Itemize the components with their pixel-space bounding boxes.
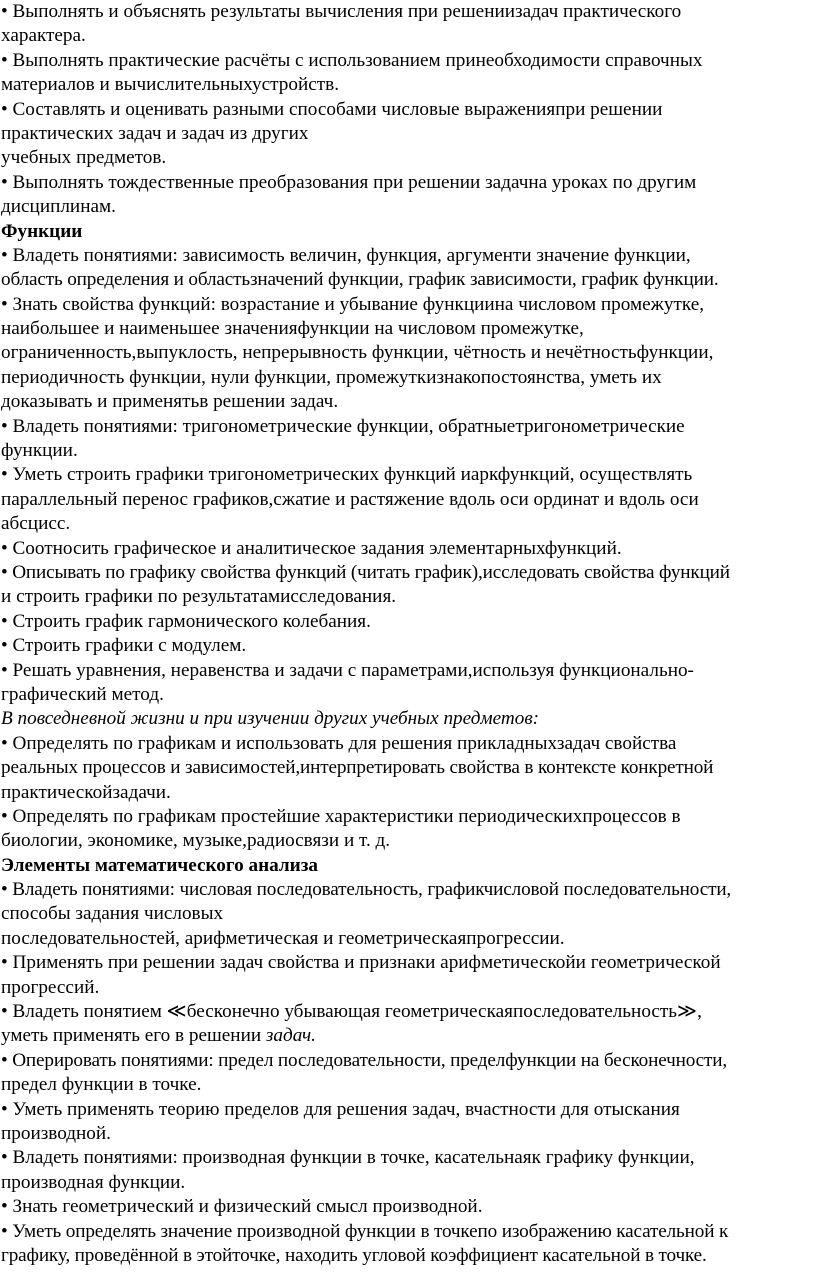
text-line: область определения и областьзначений функции, график зависимости, график функции.	[1, 269, 719, 291]
text-line: доказывать и применятьв решении задач.	[1, 391, 339, 413]
text-line: периодичность функции, нули функции, промежуткизнакопостоянства, уметь их	[1, 366, 662, 388]
text-line: наибольшее и наименьшее значенияфункции на числовом промежутке,	[1, 318, 584, 340]
text-run: уметь применять его в решении	[1, 1025, 266, 1047]
text-line: • Уметь применять теорию пределов для решения задач, вчастности для отыскания	[1, 1098, 680, 1120]
italic-subheading: В повседневной жизни и при изучении других учебных предметов:	[1, 708, 540, 730]
text-line: дисциплинам.	[1, 196, 116, 218]
text-line: биологии, экономике, музыке,радиосвязи и т. д.	[1, 830, 391, 852]
text-line: параллельный перенос графиков,сжатие и растяжение вдоль оси ординат и вдоль оси	[1, 488, 699, 510]
text-line: • Выполнять практические расчёты с использованием принеобходимости справочных	[1, 49, 703, 71]
text-line: • Строить графики с модулем.	[1, 635, 247, 657]
text-line: абсцисс.	[1, 513, 71, 535]
section-heading-functions: Функции	[1, 220, 83, 242]
text-line: графический метод.	[1, 683, 164, 705]
text-line: • Выполнять и объяснять результаты вычисления при решениизадач практического	[1, 1, 682, 22]
text-line: производной.	[1, 1122, 111, 1144]
text-line: реальных процессов и зависимостей,интерпретировать свойства в контексте конкретной	[1, 757, 714, 779]
text-line: характера.	[1, 25, 86, 47]
text-line: практическойзадачи.	[1, 781, 171, 803]
text-line: способы задания числовых	[1, 903, 224, 925]
text-line: • Применять при решении задач свойства и признаки арифметическойи геометрической	[1, 952, 721, 974]
text-line: • Определять по графикам простейшие характеристики периодическихпроцессов в	[1, 805, 681, 827]
text-line: практических задач и задач из других	[1, 122, 309, 144]
text-line: • Составлять и оценивать разными способами числовые выраженияпри решении	[1, 98, 663, 120]
text-line: и строить графики по результатамисследования.	[1, 586, 397, 608]
text-line: графику, проведённой в этойточке, находить угловой коэффициент касательной в точке.	[1, 1244, 707, 1266]
text-line: • Соотносить графическое и аналитическое задания элементарныхфункций.	[1, 537, 622, 559]
text-line	[1, 1024, 816, 1048]
text-line: • Владеть понятиями: производная функции в точке, касательнаяк графику функции,	[1, 1147, 695, 1169]
text-line: • Оперировать понятиями: предел последовательности, пределфункции на бесконечности,	[1, 1049, 727, 1071]
text-line: функции.	[1, 440, 78, 462]
text-line: • Уметь определять значение производной функции в точкепо изображению касательной к	[1, 1220, 729, 1242]
text-line: • Владеть понятиями: зависимость величин, функция, аргументи значение функции,	[1, 244, 691, 266]
text-line: производная функции.	[1, 1171, 186, 1193]
text-line: • Владеть понятиями: числовая последовательность, графикчисловой последовательности,	[1, 879, 732, 901]
text-line: • Определять по графикам и использовать для решения прикладныхзадач свойства	[1, 732, 677, 754]
text-line: • Описывать по графику свойства функций (читать график),исследовать свойства функций	[1, 561, 730, 583]
section-heading-analysis: Элементы математического анализа	[1, 854, 319, 876]
text-line: • Знать геометрический и физический смысл производной.	[1, 1196, 483, 1218]
text-line: • Решать уравнения, неравенства и задачи с параметрами,используя функционально-	[1, 659, 694, 681]
text-line: материалов и вычислительныхустройств.	[1, 74, 339, 96]
text-line: • Уметь строить графики тригонометрических функций иаркфункций, осуществлять	[1, 464, 693, 486]
text-line: последовательностей, арифметическая и геометрическаяпрогрессии.	[1, 927, 565, 949]
italic-text-run: задач.	[265, 1025, 316, 1047]
text-line: • Строить график гармонического колебания.	[1, 610, 371, 632]
text-line: ограниченность,выпуклость, непрерывность функции, чётность и нечётностьфункции,	[1, 342, 714, 364]
text-line: • Знать свойства функций: возрастание и убывание функциина числовом промежутке,	[1, 293, 705, 315]
text-line: • Владеть понятиями: тригонометрические функции, обратныетригонометрические	[1, 415, 685, 437]
text-line: прогрессий.	[1, 976, 100, 998]
text-line: предел функции в точке.	[1, 1074, 202, 1096]
text-line: учебных предметов.	[1, 147, 167, 169]
text-line: • Выполнять тождественные преобразования при решении задачна уроках по другим	[1, 171, 697, 193]
text-line: • Владеть понятием ≪бесконечно убывающая геометрическаяпоследовательность≫,	[1, 1001, 702, 1023]
